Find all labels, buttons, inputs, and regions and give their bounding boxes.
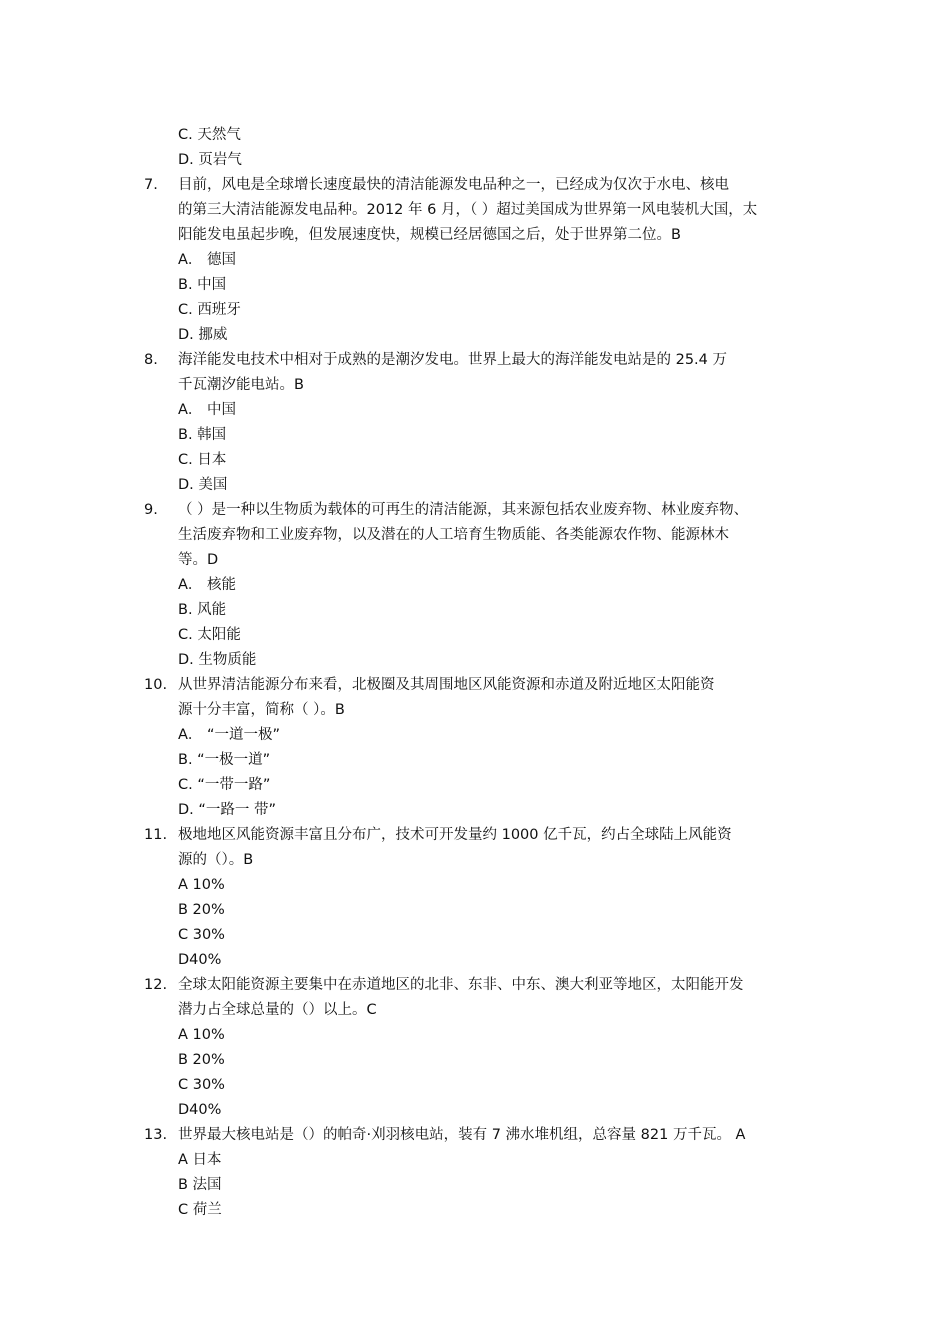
question-11-option-b: B 20%	[178, 902, 225, 918]
question-9-option-d: D. 生物质能	[178, 652, 257, 668]
question-9-option-b: B. 风能	[178, 602, 227, 618]
question-11-option-c: C 30%	[178, 927, 225, 943]
question-12-number: 12.	[144, 977, 168, 993]
question-8-option-d: D. 美国	[178, 477, 228, 493]
question-13-option-c: C 荷兰	[178, 1202, 222, 1218]
question-7-option-c: C. 西班牙	[178, 302, 241, 318]
question-10-line-2: 源十分丰富，简称（ ）。B	[178, 702, 345, 718]
question-7-line-1: 目前，风电是全球增长速度最快的清洁能源发电品种之一，已经成为仅次于水电、核电	[178, 177, 729, 193]
question-7-option-b: B. 中国	[178, 277, 227, 293]
option-c-prev: C. 天然气	[178, 127, 241, 143]
question-9-line-2: 生活废弃物和工业废弃物，以及潜在的人工培育生物质能、各类能源农作物、能源林木	[178, 527, 729, 543]
question-7-option-a: A． 德国	[178, 252, 237, 268]
question-9-line-1: （ ）是一种以生物质为载体的可再生的清洁能源，其来源包括农业废弃物、林业废弃物、	[178, 502, 749, 518]
question-10-number: 10.	[144, 677, 168, 693]
question-8-option-c: C. 日本	[178, 452, 227, 468]
question-11-option-d: D40%	[178, 952, 222, 968]
question-7-line-2: 的第三大清洁能源发电品种。2012 年 6 月，（ ）超过美国成为世界第一风电装机大国，太	[178, 202, 758, 218]
question-12-line-1: 全球太阳能资源主要集中在赤道地区的北非、东非、中东、澳大利亚等地区，太阳能开发	[178, 977, 744, 993]
question-8-option-a: A． 中国	[178, 402, 237, 418]
question-10-line-1: 从世界清洁能源分布来看，北极圈及其周围地区风能资源和赤道及附近地区太阳能资	[178, 677, 715, 693]
question-10-option-b: B. “一极一道”	[178, 752, 271, 768]
question-12-option-c: C 30%	[178, 1077, 225, 1093]
question-7-line-3: 阳能发电虽起步晚，但发展速度快，规模已经居德国之后，处于世界第二位。B	[178, 227, 681, 243]
option-d-prev: D. 页岩气	[178, 152, 242, 168]
question-12-option-b: B 20%	[178, 1052, 225, 1068]
question-13-number: 13.	[144, 1127, 168, 1143]
question-13-line-1: 世界最大核电站是（）的帕奇·刈羽核电站，装有 7 沸水堆机组，总容量 821 万千瓦。 A	[178, 1127, 746, 1143]
question-8-number: 8.	[144, 352, 158, 368]
question-9-option-a: A． 核能	[178, 577, 237, 593]
question-7-number: 7.	[144, 177, 158, 193]
question-7-option-d: D. 挪威	[178, 327, 228, 343]
question-12-option-d: D40%	[178, 1102, 222, 1118]
question-13-option-b: B 法国	[178, 1177, 222, 1193]
question-10-option-c: C. “一带一路”	[178, 777, 271, 793]
question-11-number: 11.	[144, 827, 168, 843]
question-12-option-a: A 10%	[178, 1027, 225, 1043]
question-12-line-2: 潜力占全球总量的（）以上。C	[178, 1002, 377, 1018]
question-10-option-d: D. “一路一 带”	[178, 802, 277, 818]
question-9-number: 9.	[144, 502, 158, 518]
question-10-option-a: A． “一道一极”	[178, 727, 281, 743]
question-11-line-2: 源的（）。B	[178, 852, 254, 868]
question-9-option-c: C. 太阳能	[178, 627, 241, 643]
question-8-line-2: 千瓦潮汐能电站。B	[178, 377, 304, 393]
question-8-line-1: 海洋能发电技术中相对于成熟的是潮汐发电。世界上最大的海洋能发电站是的 25.4 万	[178, 352, 728, 368]
question-9-line-3: 等。D	[178, 552, 219, 568]
question-11-line-1: 极地地区风能资源丰富且分布广，技术可开发量约 1000 亿千瓦，约占全球陆上风能资	[178, 827, 732, 843]
question-11-option-a: A 10%	[178, 877, 225, 893]
question-8-option-b: B. 韩国	[178, 427, 227, 443]
question-13-option-a: A 日本	[178, 1152, 222, 1168]
